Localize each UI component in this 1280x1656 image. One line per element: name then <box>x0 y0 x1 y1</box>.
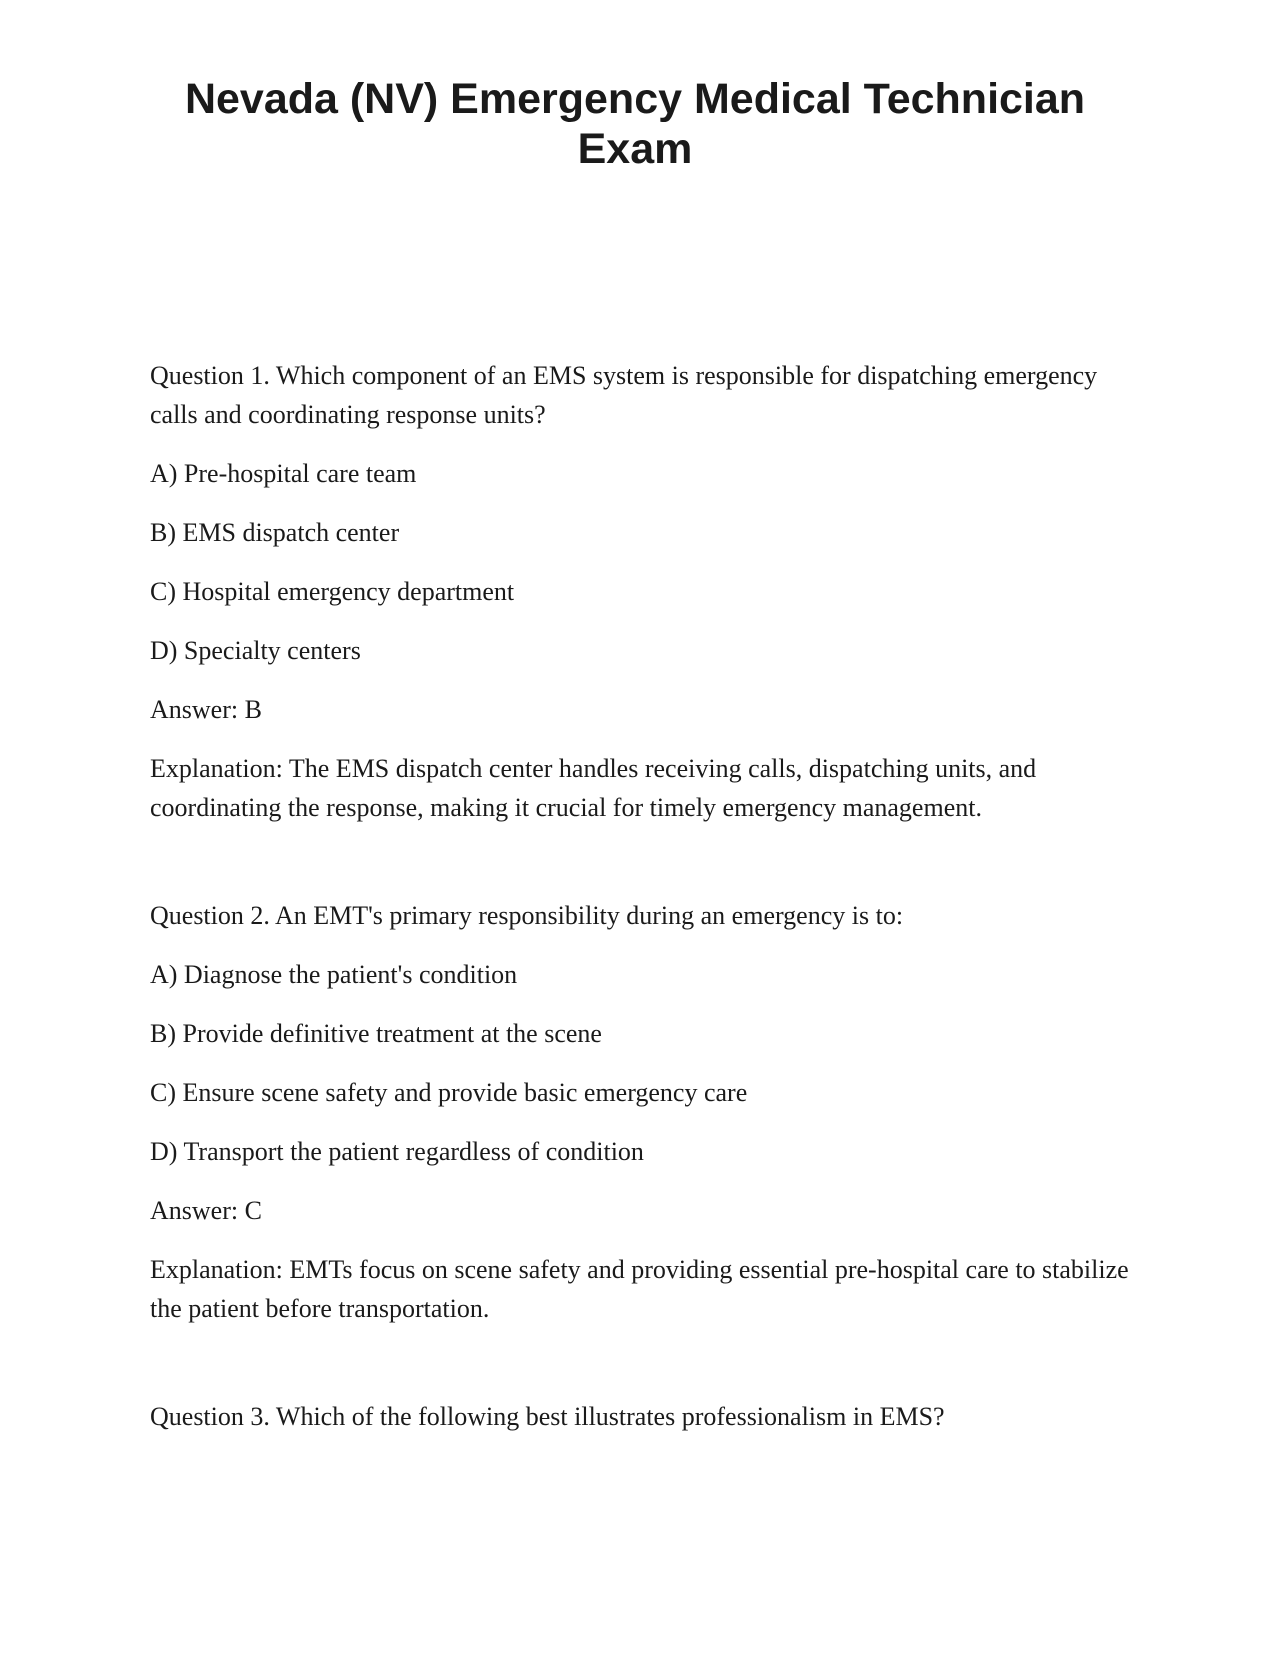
page-title: Nevada (NV) Emergency Medical Technician Exam <box>184 75 1086 173</box>
explanation-text: Explanation: EMTs focus on scene safety and providing essential pre-hospital care to stabilize the patient before transportation. <box>150 1255 1129 1323</box>
option-c: C) Ensure scene safety and provide basic emergency care <box>150 1078 748 1107</box>
question-list <box>150 356 1130 1456</box>
question-2 <box>150 896 1130 1328</box>
question-1 <box>150 356 1130 827</box>
question-text: Question 2. An EMT's primary responsibility during an emergency is to: <box>150 901 904 930</box>
answer-text: Answer: B <box>150 695 262 724</box>
option-b: B) Provide definitive treatment at the scene <box>150 1019 602 1048</box>
explanation-text: Explanation: The EMS dispatch center handles receiving calls, dispatching units, and coordinating the response, making it crucial for timely emergency management. <box>150 754 1037 822</box>
question-text: Question 1. Which component of an EMS system is responsible for dispatching emergency calls and coordinating response units? <box>150 361 1098 429</box>
option-d: D) Transport the patient regardless of condition <box>150 1137 644 1166</box>
answer-text: Answer: C <box>150 1196 262 1225</box>
option-d: D) Specialty centers <box>150 636 361 665</box>
option-c: C) Hospital emergency department <box>150 577 515 606</box>
question-text: Question 3. Which of the following best illustrates professionalism in EMS? <box>150 1402 945 1431</box>
question-3 <box>150 1397 1130 1436</box>
option-a: A) Pre-hospital care team <box>150 459 417 488</box>
option-a: A) Diagnose the patient's condition <box>150 960 518 989</box>
option-b: B) EMS dispatch center <box>150 518 400 547</box>
